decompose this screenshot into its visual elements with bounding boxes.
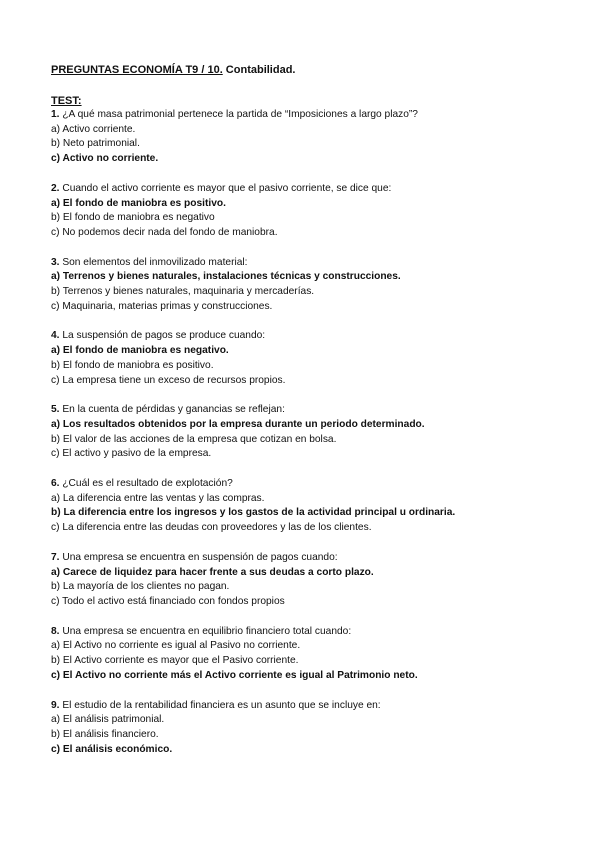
question-number: 7. bbox=[51, 551, 60, 563]
answer-option: b) El valor de las acciones de la empresa que cotizan en bolsa. bbox=[51, 433, 337, 445]
question-text: El estudio de la rentabilidad financiera es un asunto que se incluye en: bbox=[59, 699, 381, 711]
test-section-label: TEST: bbox=[51, 95, 82, 107]
question-stem bbox=[51, 182, 561, 197]
answer-option: c) Todo el activo está financiado con fondos propios bbox=[51, 595, 285, 607]
question-list bbox=[51, 108, 561, 757]
question-text: Son elementos del inmovilizado material: bbox=[59, 256, 248, 268]
question-item bbox=[51, 108, 561, 167]
answer-option: b) El fondo de maniobra es positivo. bbox=[51, 359, 214, 371]
question-text: ¿Cuál es el resultado de explotación? bbox=[59, 478, 233, 490]
question-stem bbox=[51, 699, 561, 714]
question-text: Una empresa se encuentra en equilibrio financiero total cuando: bbox=[59, 625, 352, 637]
question-number: 2. bbox=[51, 182, 60, 194]
answer-option-correct: b) La diferencia entre los ingresos y los gastos de la actividad principal u ordinaria. bbox=[51, 507, 456, 519]
question-stem bbox=[51, 551, 561, 566]
question-number: 1. bbox=[51, 109, 60, 120]
question-text: En la cuenta de pérdidas y ganancias se reflejan: bbox=[59, 404, 285, 416]
question-text: La suspensión de pagos se produce cuando: bbox=[59, 330, 266, 342]
document-page bbox=[51, 63, 561, 757]
answer-option: a) Activo corriente. bbox=[51, 123, 136, 135]
question-number: 3. bbox=[51, 256, 60, 268]
answer-option: a) La diferencia entre las ventas y las compras. bbox=[51, 492, 265, 504]
answer-option: c) La empresa tiene un exceso de recursos propios. bbox=[51, 374, 286, 386]
question-stem bbox=[51, 108, 561, 123]
question-item bbox=[51, 551, 561, 610]
answer-option-correct: a) El fondo de maniobra es positivo. bbox=[51, 197, 226, 209]
answer-option: c) El activo y pasivo de la empresa. bbox=[51, 448, 212, 460]
question-stem bbox=[51, 329, 561, 344]
question-stem bbox=[51, 477, 561, 492]
answer-option: b) La mayoría de los clientes no pagan. bbox=[51, 581, 230, 593]
question-item bbox=[51, 329, 561, 388]
answer-option-correct: a) Terrenos y bienes naturales, instalaciones técnicas y construcciones. bbox=[51, 271, 401, 283]
answer-option: b) El análisis financiero. bbox=[51, 728, 159, 740]
answer-option: c) Maquinaria, materias primas y construcciones. bbox=[51, 300, 273, 312]
question-text: ¿A qué masa patrimonial pertenece la partida de “Imposiciones a largo plazo”? bbox=[59, 109, 418, 120]
question-number: 9. bbox=[51, 699, 60, 711]
answer-option-correct: c) Activo no corriente. bbox=[51, 153, 159, 165]
question-text: Cuando el activo corriente es mayor que el pasivo corriente, se dice que: bbox=[59, 182, 392, 194]
question-stem bbox=[51, 256, 561, 271]
question-number: 5. bbox=[51, 404, 60, 416]
answer-option: c) La diferencia entre las deudas con proveedores y las de los clientes. bbox=[51, 522, 372, 534]
answer-option-correct: a) El fondo de maniobra es negativo. bbox=[51, 345, 229, 357]
answer-option-correct: c) El análisis económico. bbox=[51, 743, 173, 755]
question-text: Una empresa se encuentra en suspensión de pagos cuando: bbox=[59, 551, 338, 563]
title-underlined: PREGUNTAS ECONOMÍA T9 / 10. bbox=[51, 64, 223, 76]
question-stem bbox=[51, 403, 561, 418]
answer-option: a) El análisis patrimonial. bbox=[51, 714, 165, 726]
answer-option: a) El Activo no corriente es igual al Pasivo no corriente. bbox=[51, 640, 301, 652]
question-stem bbox=[51, 625, 561, 640]
question-number: 6. bbox=[51, 478, 60, 490]
question-item bbox=[51, 182, 561, 241]
document-title bbox=[51, 63, 561, 77]
question-number: 4. bbox=[51, 330, 60, 342]
answer-option: b) El Activo corriente es mayor que el Pasivo corriente. bbox=[51, 655, 299, 667]
answer-option: c) No podemos decir nada del fondo de maniobra. bbox=[51, 226, 278, 238]
question-number: 8. bbox=[51, 625, 60, 637]
answer-option: b) Neto patrimonial. bbox=[51, 138, 140, 150]
answer-option-correct: a) Los resultados obtenidos por la empresa durante un periodo determinado. bbox=[51, 418, 425, 430]
answer-option-correct: a) Carece de liquidez para hacer frente a sus deudas a corto plazo. bbox=[51, 566, 374, 578]
answer-option-correct: c) El Activo no corriente más el Activo corriente es igual al Patrimonio neto. bbox=[51, 669, 418, 681]
question-item bbox=[51, 256, 561, 315]
title-subject: Contabilidad. bbox=[222, 64, 296, 76]
question-item bbox=[51, 699, 561, 758]
question-item bbox=[51, 477, 561, 536]
answer-option: b) Terrenos y bienes naturales, maquinaria y mercaderías. bbox=[51, 286, 315, 298]
answer-option: b) El fondo de maniobra es negativo bbox=[51, 212, 215, 224]
question-item bbox=[51, 403, 561, 462]
question-item bbox=[51, 625, 561, 684]
